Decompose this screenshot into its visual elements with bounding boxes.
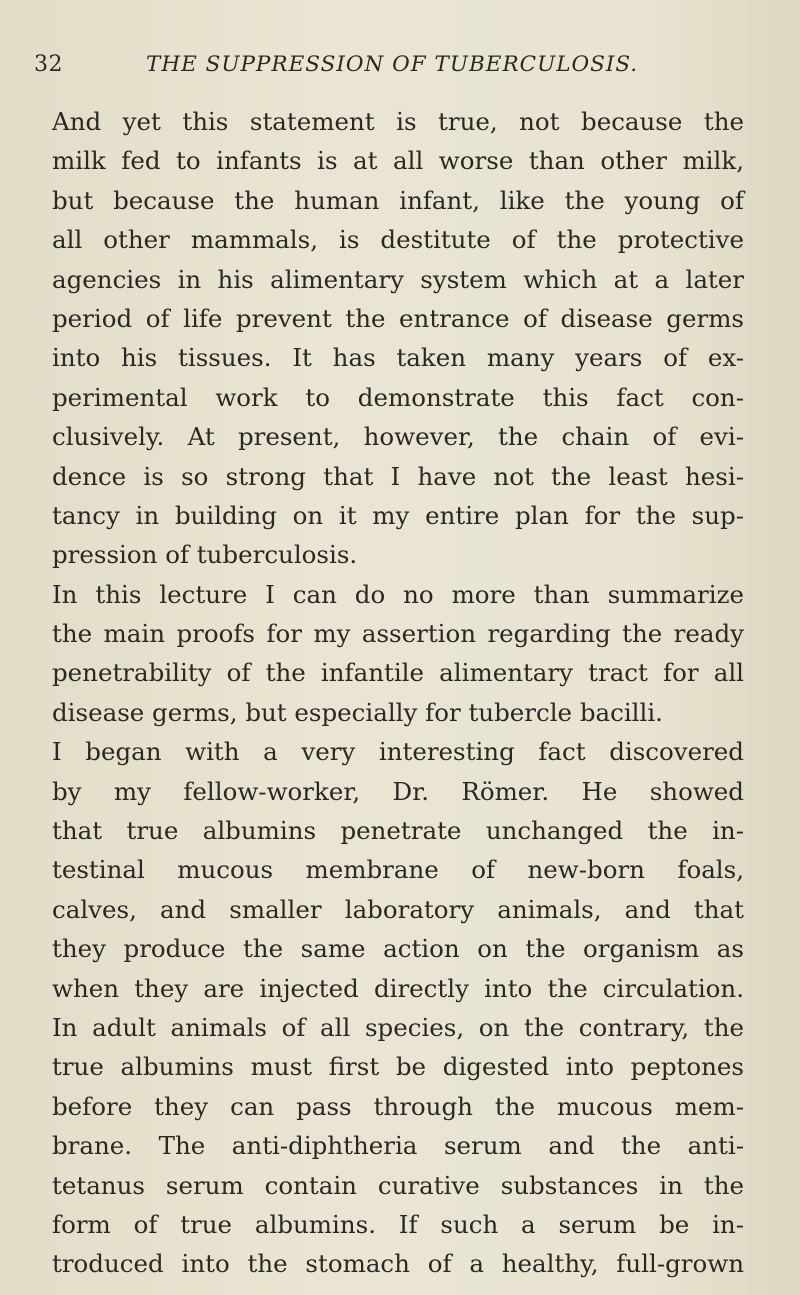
text-line: brane. The anti-diphtheria serum and the anti- bbox=[52, 1131, 744, 1161]
text-line: when they are injected directly into the circulation. bbox=[52, 973, 744, 1003]
text-line: the main proofs for my assertion regarding the ready bbox=[52, 619, 744, 649]
text-line: penetrability of the infantile alimentary tract for all bbox=[52, 658, 744, 688]
text-line: period of life prevent the entrance of disease germs bbox=[52, 303, 744, 333]
text-line: disease germs, but especially for tubercle bacilli. bbox=[52, 697, 663, 727]
text-line: troduced into the stomach of a healthy, full-grown bbox=[52, 1249, 744, 1279]
text-line: tancy in building on it my entire plan for the sup- bbox=[52, 500, 744, 530]
text-line: into his tissues. It has taken many years of ex- bbox=[52, 343, 744, 373]
text-line: form of true albumins. If such a serum be in- bbox=[52, 1209, 744, 1239]
text-line: dence is so strong that I have not the least hesi- bbox=[52, 461, 744, 491]
page-number: 32 bbox=[34, 52, 63, 77]
text-line: pression of tuberculosis. bbox=[52, 540, 358, 570]
text-line: In adult animals of all species, on the contrary, the bbox=[52, 1012, 744, 1042]
body-text bbox=[52, 102, 744, 1284]
text-line: milk fed to infants is at all worse than other milk, bbox=[52, 146, 744, 176]
text-line: tetanus serum contain curative substances in the bbox=[52, 1170, 744, 1200]
text-line: all other mammals, is destitute of the protective bbox=[52, 225, 744, 255]
text-line: perimental work to demonstrate this fact con- bbox=[52, 382, 744, 412]
text-line: clusively. At present, however, the chain of evi- bbox=[52, 422, 744, 452]
page-header bbox=[34, 52, 734, 86]
text-line: before they can pass through the mucous mem- bbox=[52, 1091, 744, 1121]
text-line: agencies in his alimentary system which at a later bbox=[52, 264, 744, 294]
text-line: testinal mucous membrane of new-born foals, bbox=[52, 855, 744, 885]
text-line: In this lecture I can do no more than summarize bbox=[52, 579, 744, 609]
text-line: by my fellow-worker, Dr. Römer. He showed bbox=[52, 776, 744, 806]
running-title: THE SUPPRESSION OF TUBERCULOSIS. bbox=[146, 52, 639, 77]
text-line: true albumins must first be digested into peptones bbox=[52, 1052, 744, 1082]
text-line: And yet this statement is true, not because the bbox=[52, 107, 744, 136]
text-line: I began with a very interesting fact discovered bbox=[52, 737, 744, 767]
text-line: but because the human infant, like the young of bbox=[52, 185, 744, 215]
text-line: that true albumins penetrate unchanged the in- bbox=[52, 816, 744, 846]
text-line: they produce the same action on the organism as bbox=[52, 934, 744, 964]
text-line: calves, and smaller laboratory animals, and that bbox=[52, 894, 744, 924]
